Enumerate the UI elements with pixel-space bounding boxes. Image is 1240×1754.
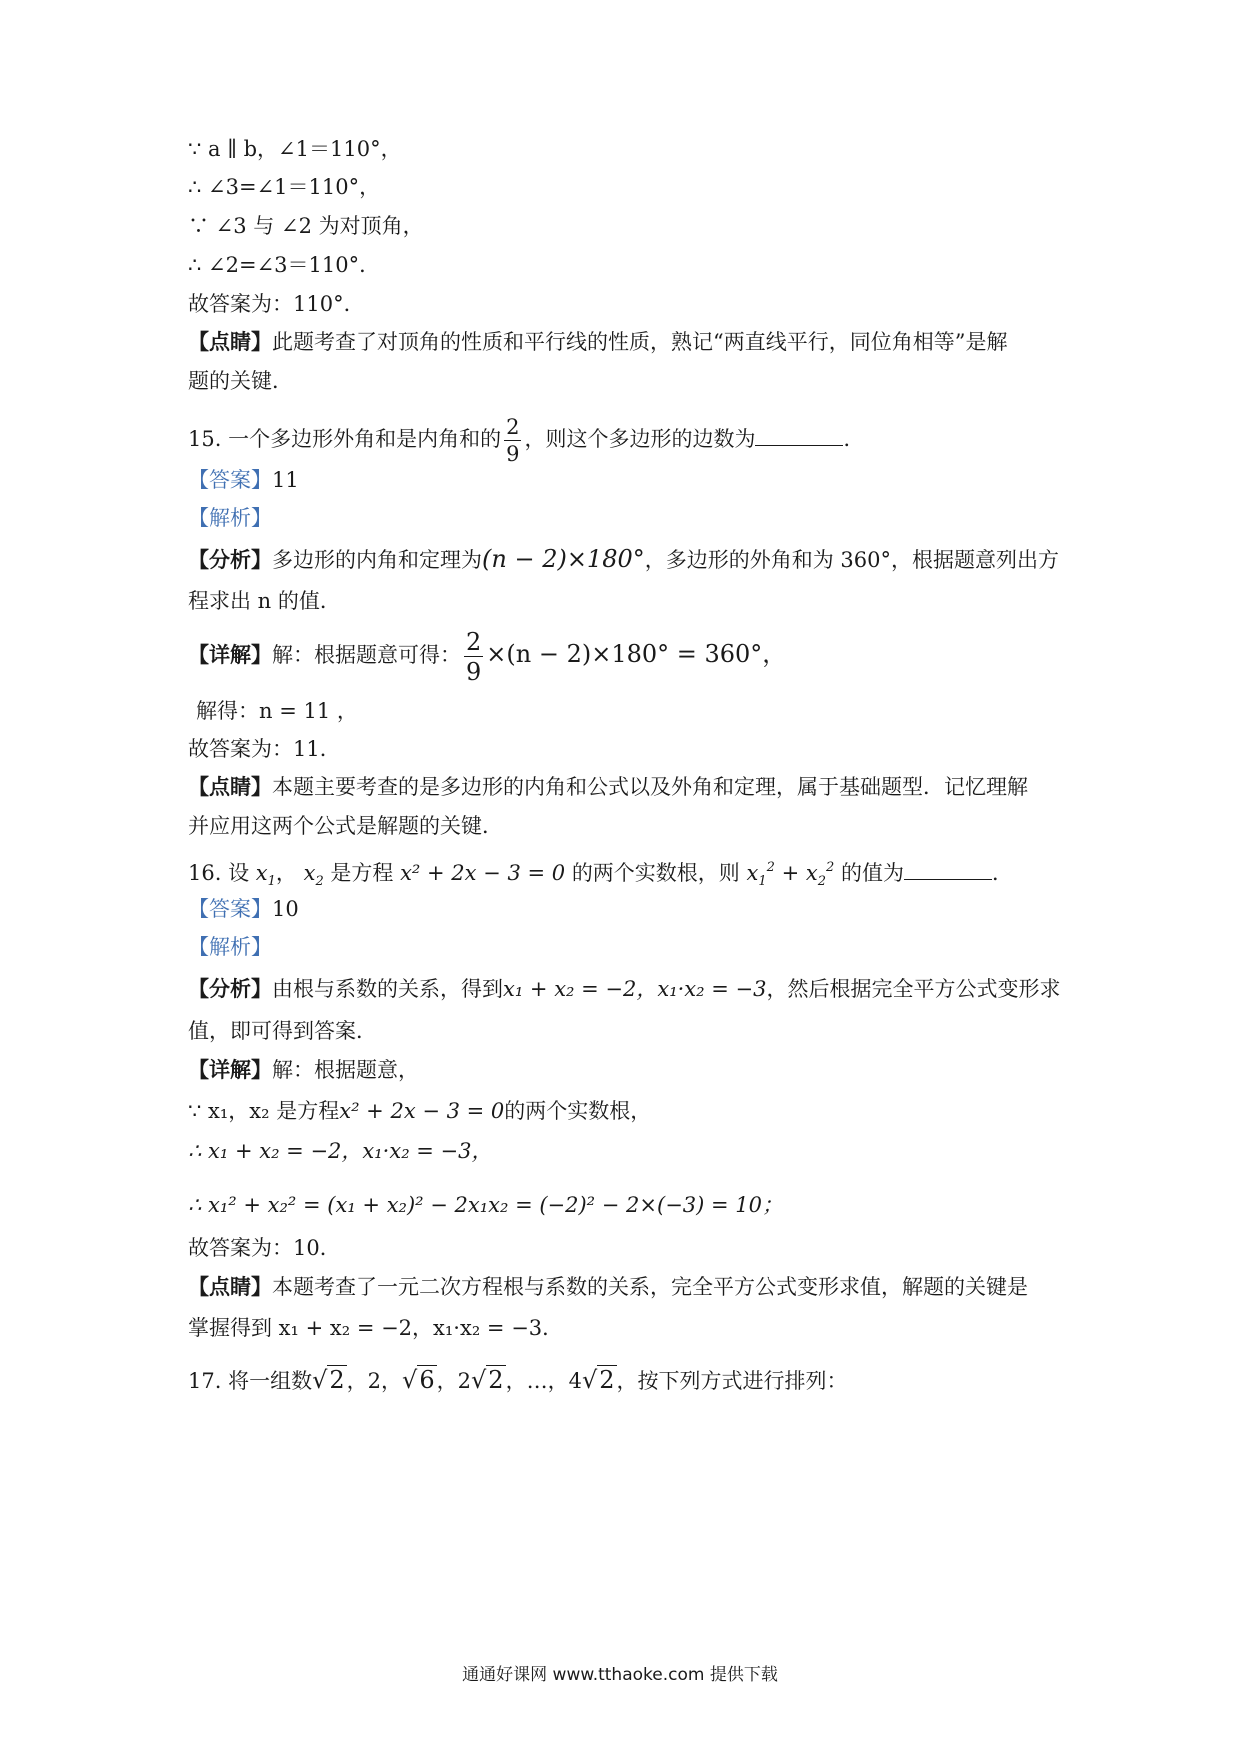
q15-answer: [188, 465, 299, 495]
dianjing-text: 此题考查了对顶角的性质和平行线的性质，熟记“两直线平行，同位角相等”是解: [272, 330, 1008, 354]
q17-text-a: 将一组数: [228, 1369, 313, 1393]
fenxi-text-a: 多边形的内角和定理为: [272, 548, 482, 572]
q16-equation: x² + 2x − 3 = 0: [400, 861, 566, 885]
q16-number: 16.: [188, 861, 222, 885]
prev-line-4: ∴ ∠2=∠3＝110°．: [188, 253, 381, 277]
q15-number: 15.: [188, 427, 222, 451]
xiangjie-text: 解：根据题意可得：: [272, 643, 461, 667]
dianjing-tag: 【点睛】: [188, 774, 272, 799]
prev-line-2: ∴ ∠3=∠1＝110°，: [188, 175, 381, 199]
q15-fenxi-line-1: [188, 544, 1059, 575]
xiangjie-tag: 【详解】: [188, 1057, 272, 1082]
dianjing-text: 本题考查了一元二次方程根与系数的关系，完全平方公式变形求值，解题的关键是: [272, 1275, 1028, 1299]
fraction-numerator: 2: [506, 414, 520, 439]
prev-dianjing-line-2: 题的关键．: [188, 369, 293, 393]
q17-text-c: ，2: [436, 1369, 471, 1393]
fraction-numerator: 2: [466, 627, 482, 656]
sqrt-2: √2: [312, 1366, 345, 1394]
q15-xiangjie-line-3: 故答案为：11．: [188, 737, 341, 761]
answer-tag: 【答案】: [188, 468, 272, 492]
radicand: 2: [488, 1366, 504, 1394]
q16-jiexi-tag: 【解析】: [188, 935, 272, 959]
q16-answer: [188, 894, 299, 924]
sqrt-2-c: √2: [581, 1366, 615, 1394]
q15-jiexi-tag: 【解析】: [188, 506, 272, 530]
q15-dianjing-line-1: [188, 772, 1028, 802]
q16-text-c: 的两个实数根，则: [571, 861, 740, 885]
q16-xiangjie-line-1: [188, 1055, 419, 1085]
fenxi-text-c: ，然后根据完全平方公式变形求: [766, 977, 1061, 1001]
dianjing-tag: 【点睛】: [188, 1274, 272, 1299]
xiangjie-equation: x² + 2x − 3 = 0: [339, 1099, 505, 1123]
q15-xiangjie-line-2: 解得：n = 11 ，: [196, 699, 358, 723]
prev-line-5: 故答案为：110°．: [188, 292, 365, 316]
xiangjie-equation: ×(n − 2)×180° = 360°，: [486, 640, 787, 668]
q16-x2: $x_2$: [303, 861, 324, 889]
fraction-denominator: 9: [466, 657, 482, 686]
fraction-denominator: 9: [506, 441, 520, 466]
radicand: 2: [599, 1366, 615, 1394]
q15-end: ．: [843, 427, 865, 451]
q16-stem: 16. 设 $x_1$， $x_2$ 是方程 x² + 2x − 3 = 0 的两个实数根，则 $x_1^2 + x_2^2$ 的值为 ．: [188, 860, 1013, 889]
fenxi-formula: (n − 2)×180°: [482, 545, 645, 573]
q17-text-e: ，按下列方式进行排列：: [616, 1369, 848, 1393]
q16-x1: $x_1$: [255, 861, 276, 889]
q15-xiangjie-line-1: [188, 628, 786, 684]
xiangjie-text: 解：根据题意，: [272, 1058, 419, 1082]
fenxi-text-b: ，多边形的外角和为 360°，根据题意列出方: [644, 548, 1060, 572]
q16-fenxi-line-2: 值，即可得到答案．: [188, 1019, 377, 1043]
prev-line-1: ∵ a ∥ b，∠1＝110°，: [188, 137, 402, 161]
sqrt-6: √6: [402, 1366, 435, 1394]
q16-dianjing-line-1: [188, 1272, 1028, 1302]
q15-answer-blank: [755, 425, 843, 446]
fenxi-formula: x₁ + x₂ = −2，x₁·x₂ = −3: [503, 977, 767, 1001]
answer-value: 11: [272, 468, 299, 492]
sqrt-2-b: √2: [471, 1366, 504, 1394]
q16-xiangjie-line-5: 故答案为：10．: [188, 1236, 341, 1260]
q16-xiangjie-line-2: [188, 1096, 651, 1126]
q17-number: 17.: [188, 1369, 222, 1393]
xiangjie-text-a: ∵ x₁，x₂ 是方程: [188, 1099, 340, 1123]
dianjing-text: 本题主要考查的是多边形的内角和公式以及外角和定理，属于基础题型．记忆理解: [272, 775, 1028, 799]
q16-text-a: 设: [228, 861, 250, 885]
q16-dianjing-line-2: 掌握得到 x₁ + x₂ = −2，x₁·x₂ = −3．: [188, 1316, 564, 1340]
fenxi-tag: 【分析】: [188, 976, 272, 1001]
dianjing-tag: 【点睛】: [188, 329, 272, 354]
q15-text-b: ，则这个多边形的边数为: [524, 427, 756, 451]
q16-end: ．: [991, 861, 1013, 885]
q16-xiangjie-line-4: ∴ x₁² + x₂² = (x₁ + x₂)² − 2x₁x₂ = (−2)² − 2×(−3) = 10；: [188, 1193, 784, 1217]
q17-text-b: ，2，: [346, 1369, 403, 1393]
q15-fenxi-line-2: 程求出 n 的值．: [188, 589, 341, 613]
q16-target-expression: $x_1^2 + x_2^2$: [746, 860, 835, 889]
radicand: 6: [419, 1366, 435, 1394]
q16-answer-blank: [904, 859, 992, 880]
prev-line-3: ∵ ∠3 与 ∠2 为对顶角，: [188, 214, 424, 238]
radicand: 2: [329, 1366, 345, 1394]
xiangjie-fraction: [464, 627, 483, 686]
q16-text-d: 的值为: [840, 861, 904, 885]
q15-text-a: 一个多边形外角和是内角和的: [228, 427, 502, 451]
q15-dianjing-line-2: 并应用这两个公式是解题的关键．: [188, 814, 503, 838]
q16-text-b: 是方程: [330, 861, 394, 885]
page-footer: 通通好课网 www.tthaoke.com 提供下载: [462, 1665, 778, 1685]
q17-text-d: ，…，4: [505, 1369, 582, 1393]
xiangjie-text-c: 的两个实数根，: [504, 1099, 652, 1123]
q15-stem: [188, 414, 864, 465]
fenxi-tag: 【分析】: [188, 547, 272, 572]
q17-stem: [188, 1360, 848, 1401]
q16-xiangjie-line-3: ∴ x₁ + x₂ = −2，x₁·x₂ = −3，: [188, 1139, 493, 1163]
q15-fraction: [504, 414, 521, 466]
fenxi-text-a: 由根与系数的关系，得到: [272, 977, 503, 1001]
xiangjie-tag: 【详解】: [188, 642, 272, 667]
prev-dianjing-line-1: [188, 327, 1007, 357]
q16-fenxi-line-1: [188, 974, 1060, 1004]
answer-tag: 【答案】: [188, 897, 272, 921]
answer-value: 10: [272, 897, 299, 921]
